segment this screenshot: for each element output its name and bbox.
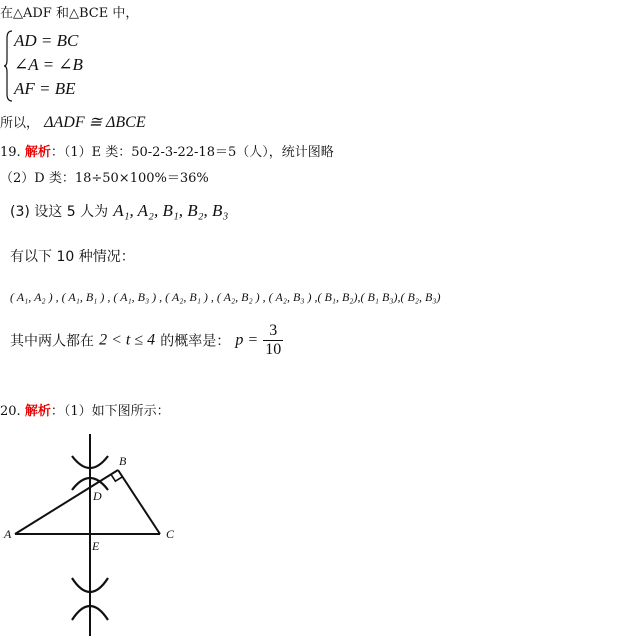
q19-part1-line xyxy=(0,141,334,160)
equation-row-2: ∠A = ∠B xyxy=(14,55,83,74)
equation-row-3: AF = BE xyxy=(14,79,76,98)
fraction-denominator: 10 xyxy=(265,341,282,358)
label-b: B xyxy=(119,454,127,468)
q19-part3-line xyxy=(10,201,228,221)
case-pairs-list: ( A₁, A₂ ) , ( A₁, B₁ ) , ( A₁, B₃ ) , ( A₂, B₁ ) , ( A₂, B₂ ) , ( A₂, B₃ ) ,( B₁, B₂),( B₁ B₃),( B₂, B₃) xyxy=(10,290,441,304)
probability-line xyxy=(10,322,283,359)
prob-mid: 的概率是： xyxy=(160,333,231,350)
q20-line xyxy=(0,400,170,419)
label-c: C xyxy=(166,527,175,541)
cases-intro: 有以下 10 种情况： xyxy=(10,249,135,265)
q19-part3-prefix: (3) 设这 5 人为 xyxy=(10,204,109,220)
geometry-figure xyxy=(0,428,200,644)
fraction-numerator: 3 xyxy=(263,322,283,341)
left-brace-icon xyxy=(4,30,14,102)
q20-label: 解析 xyxy=(24,404,51,419)
prob-p: p = xyxy=(235,331,259,349)
label-e: E xyxy=(92,539,100,553)
equation-system xyxy=(4,30,124,102)
q19-number: 19. xyxy=(0,145,21,160)
q20-part1-text: ：（1）如下图所示： xyxy=(50,404,170,419)
q19-part1-text: ：（1）E 类：50-2-3-22-18＝5（人），统计图略 xyxy=(50,145,334,160)
label-a: A xyxy=(4,527,12,541)
q19-label: 解析 xyxy=(24,145,51,160)
label-d: D xyxy=(93,489,102,503)
segment-bc xyxy=(118,470,160,534)
conclusion-prefix: 所以， xyxy=(0,116,40,131)
segment-ab xyxy=(15,470,118,534)
line-triangle-intro: 在△ADF 和△BCE 中， xyxy=(0,6,139,21)
equation-row-1: AD = BC xyxy=(14,31,79,50)
congruence-statement: ΔADF ≅ ΔBCE xyxy=(44,114,146,131)
q19-part2-line: （2）D 类：18÷50×100%＝36% xyxy=(0,171,209,186)
prob-prefix: 其中两人都在 xyxy=(10,333,94,350)
probability-fraction xyxy=(263,322,283,359)
q20-number: 20. xyxy=(0,404,21,419)
prob-condition: 2 < t ≤ 4 xyxy=(99,331,156,349)
q19-part3-math: A₁, A₂, B₁, B₂, B₃ xyxy=(113,201,229,220)
conclusion-line xyxy=(0,112,146,132)
